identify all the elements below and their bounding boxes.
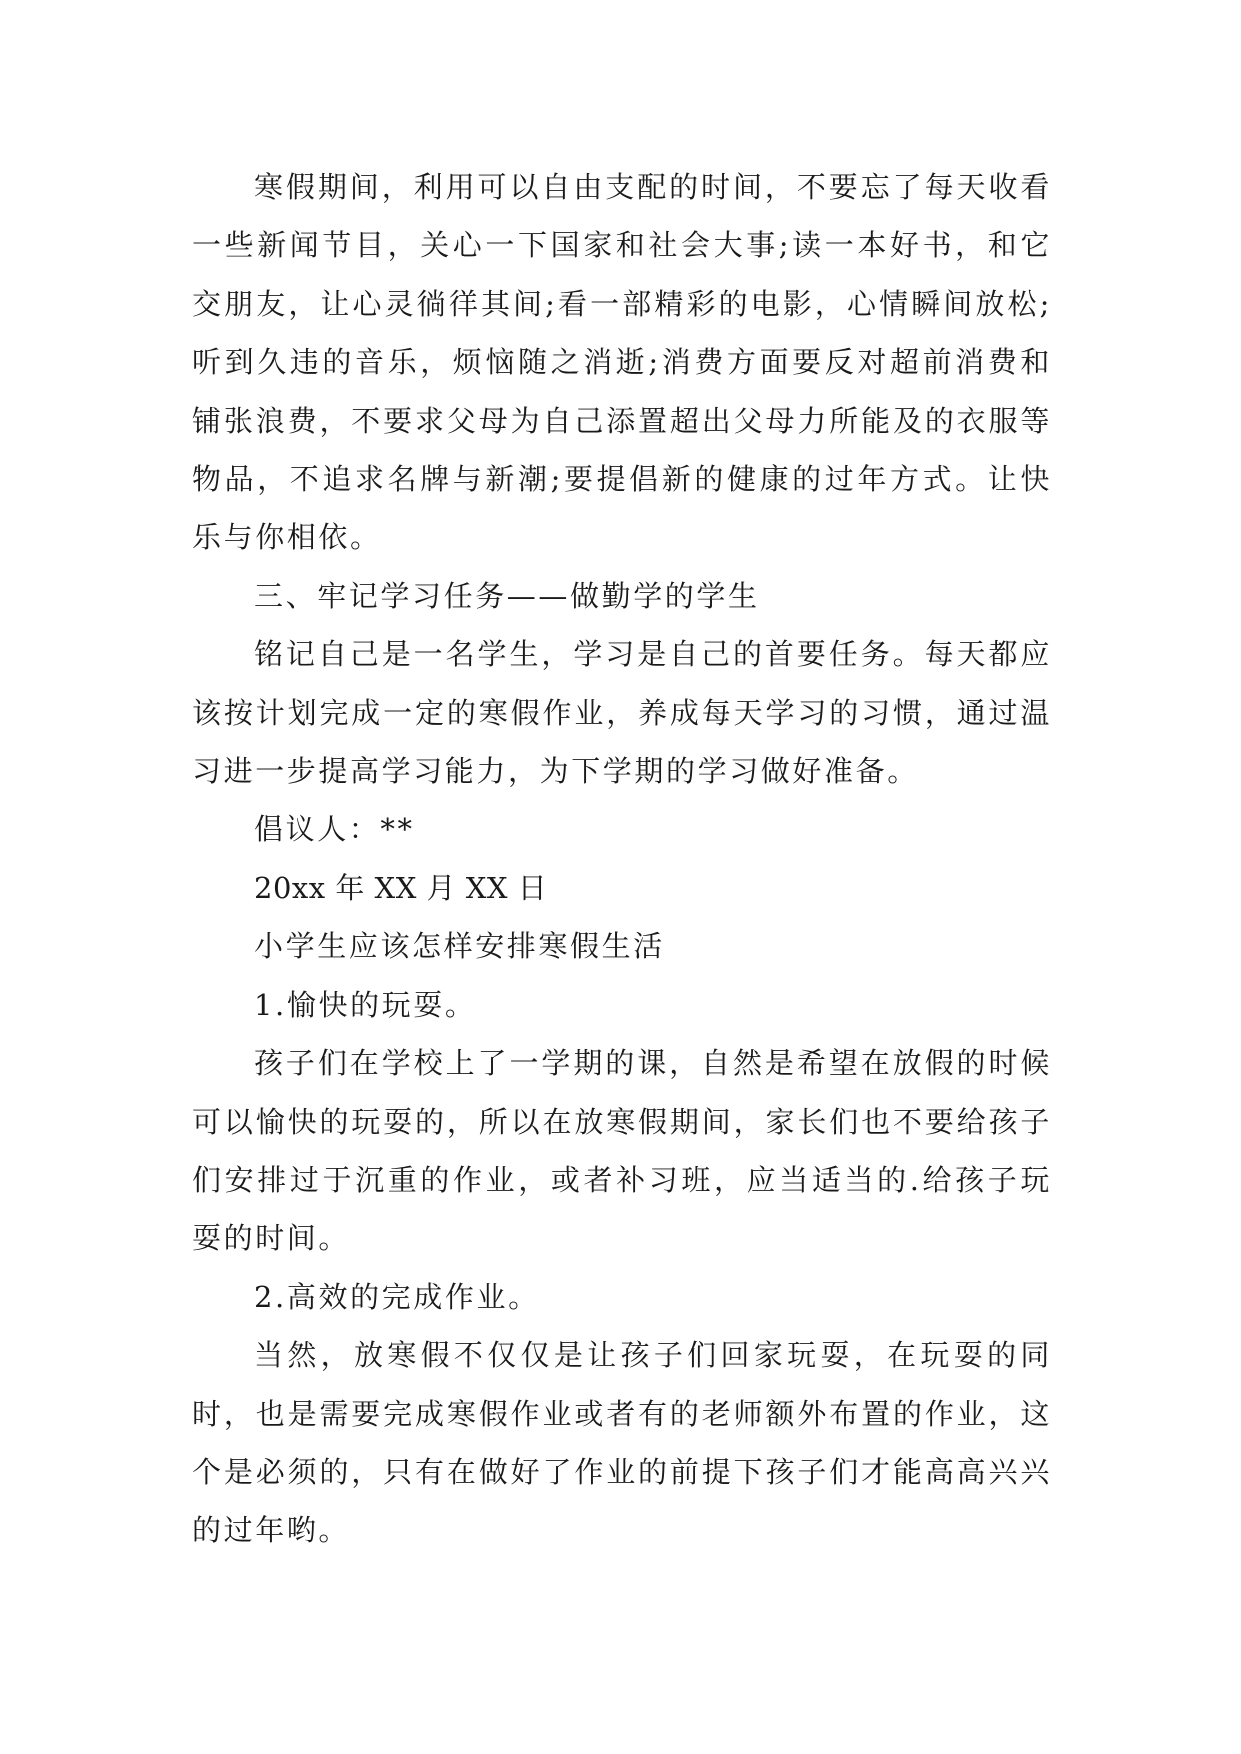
list-item-heading-2: 2.高效的完成作业。 [254, 1279, 540, 1314]
date-line: 20xx 年 XX 月 XX 日 [254, 870, 548, 905]
list-item-heading-1: 1.愉快的玩耍。 [254, 987, 477, 1022]
section-heading-study-task: 三、牢记学习任务——做勤学的学生 [254, 578, 760, 613]
paragraph-homework: 当然，放寒假不仅仅是让孩子们回家玩耍，在玩耍的同时，也是需要完成寒假作业或者有的老师额外布置的作业，这个是必须的，只有在做好了作业的前提下孩子们才能高高兴兴的过年哟。 [192, 1338, 1052, 1548]
paragraph-study-task: 铭记自己是一名学生，学习是自己的首要任务。每天都应该按计划完成一定的寒假作业，养成每天学习的习惯，通过温习进一步提高学习能力，为下学期的学习做好准备。 [192, 637, 1052, 789]
article-title: 小学生应该怎样安排寒假生活 [254, 929, 665, 964]
document-body [192, 158, 1052, 1560]
proposer-line: 倡议人：** [254, 812, 415, 847]
paragraph-leisure-advice: 寒假期间，利用可以自由支配的时间，不要忘了每天收看一些新闻节目，关心一下国家和社会大事;读一本好书，和它交朋友，让心灵徜徉其间;看一部精彩的电影，心情瞬间放松;听到久违的音乐，烦恼随之消逝;消费方面要反对超前消费和铺张浪费，不要求父母为自己添置超出父母力所能及的衣服等物品，不追求名牌与新潮;要提倡新的健康的过年方式。让快乐与你相依。 [192, 170, 1052, 555]
paragraph-play: 孩子们在学校上了一学期的课，自然是希望在放假的时候可以愉快的玩耍的，所以在放寒假期间，家长们也不要给孩子们安排过于沉重的作业，或者补习班，应当适当的.给孩子玩耍的时间。 [192, 1046, 1052, 1256]
